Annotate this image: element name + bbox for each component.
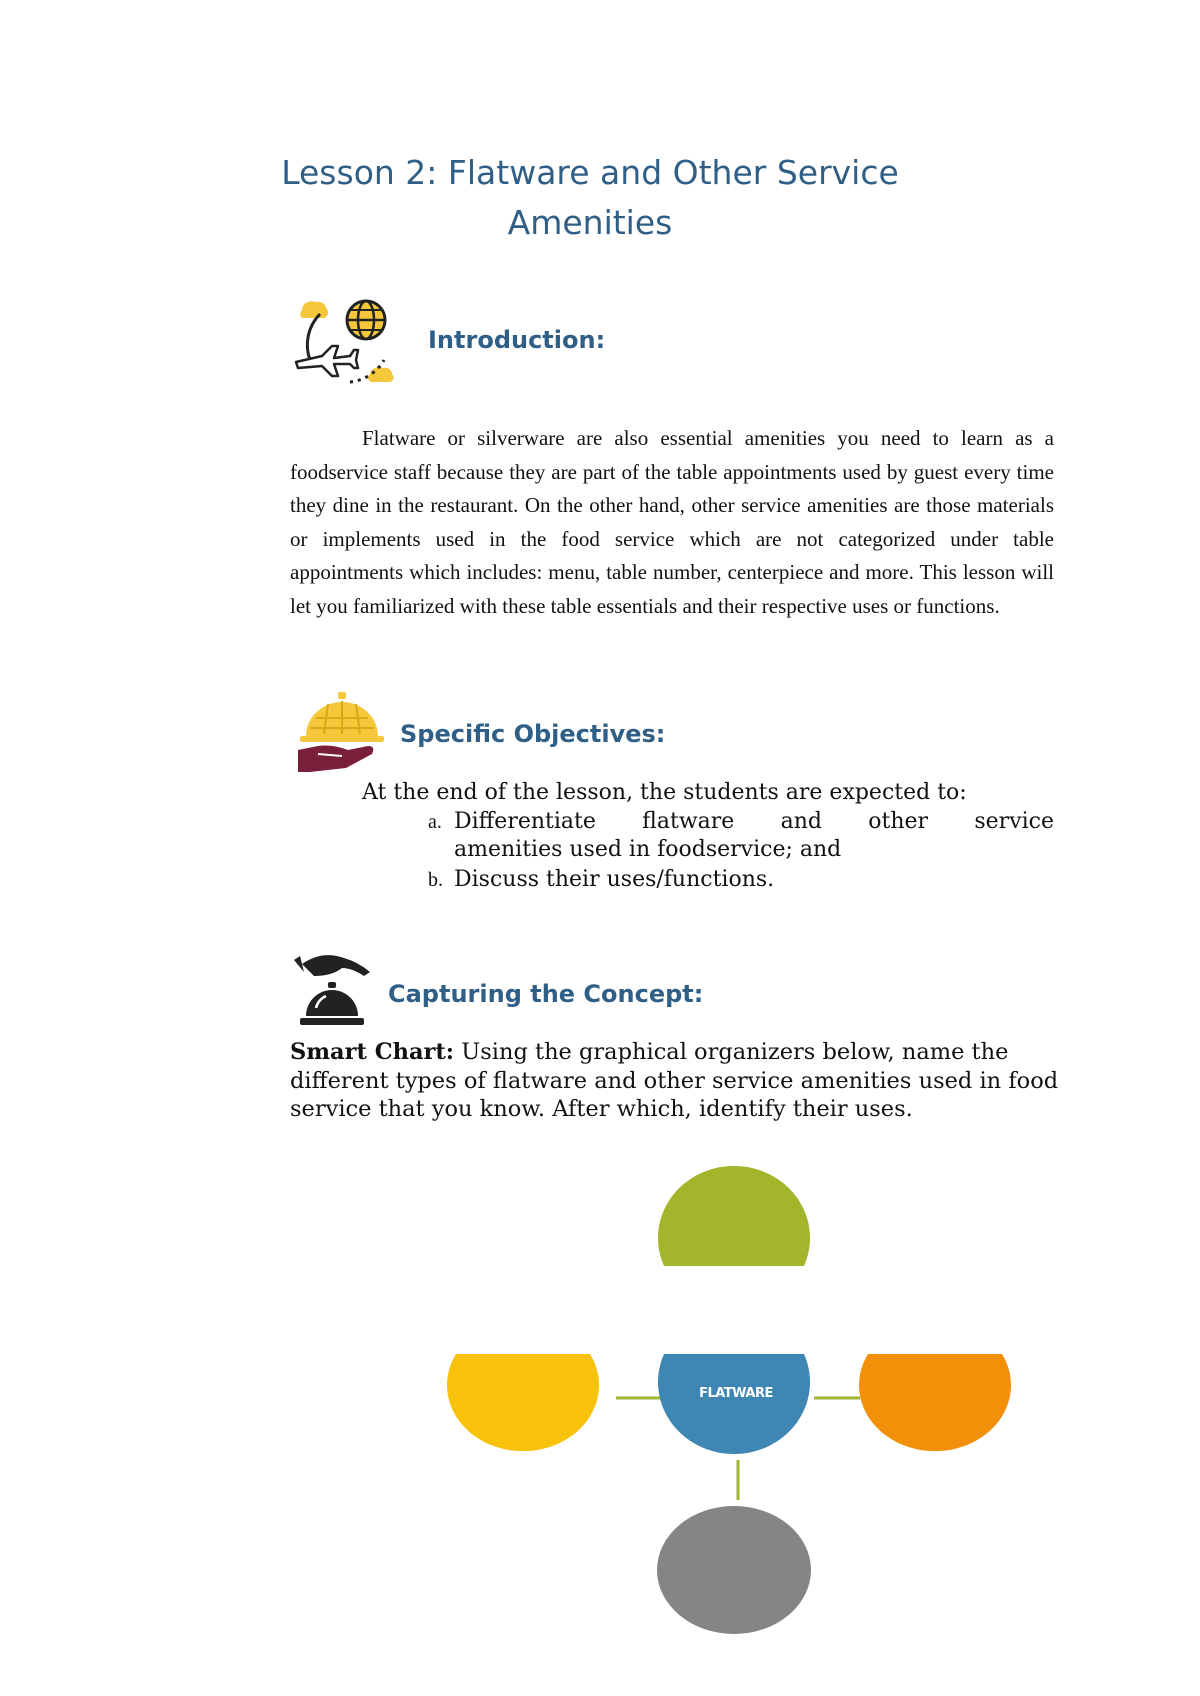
- objectives-lead: At the end of the lesson, the students are expected to:: [362, 780, 967, 805]
- lesson-title: [250, 148, 930, 248]
- serving-cloche-hand-icon: [296, 688, 386, 774]
- travel-globe-plane-icon: [292, 296, 408, 394]
- bottom-bubble: [657, 1506, 811, 1634]
- objective-line: Discuss their uses/functions.: [454, 867, 775, 892]
- service-bell-hand-icon: [292, 950, 374, 1030]
- lesson-title-line-2: Amenities: [507, 203, 673, 242]
- introduction-paragraph: [290, 422, 1054, 623]
- objectives-list: [362, 808, 1054, 896]
- objective-line: Differentiate flatware and other service: [454, 809, 1054, 834]
- concept-heading: Capturing the Concept:: [388, 980, 704, 1008]
- right-bubble: [859, 1354, 1011, 1451]
- center-bubble-label: FLATWARE: [699, 1386, 773, 1401]
- top-bubble: [658, 1166, 810, 1266]
- center-bubble: [658, 1354, 810, 1454]
- smart-chart-label: Smart Chart:: [290, 1039, 455, 1065]
- smart-chart-text: Using the graphical organizers below, name the different types of flatware and other service amenities used in food service that you know. After which, identify their uses.: [290, 1039, 1059, 1122]
- introduction-text: Flatware or silverware are also essential amenities you need to learn as a foodservice staff because they are part of the table appointments used by guest every time they dine in the restaurant. On the other hand, other service amenities are those materials or implements used in the food service which are not categorized under table appointments which includes: menu, table number, centerpiece and more. This lesson will let you familiarized with these table essentials and their respective uses or functions.: [290, 426, 1054, 618]
- objective-item-b: [362, 866, 1054, 894]
- left-bubble: [447, 1354, 599, 1451]
- lesson-title-line-1: Lesson 2: Flatware and Other Service: [281, 153, 899, 192]
- list-marker: a.: [428, 811, 442, 833]
- list-marker: b.: [428, 869, 443, 891]
- smart-chart-instructions: [290, 1038, 1060, 1124]
- introduction-heading: Introduction:: [428, 326, 606, 354]
- objective-line: amenities used in foodservice; and: [454, 837, 842, 862]
- graphic-organizer: [440, 1150, 1040, 1640]
- objective-item-a: [362, 808, 1054, 864]
- objectives-heading: Specific Objectives:: [400, 720, 666, 748]
